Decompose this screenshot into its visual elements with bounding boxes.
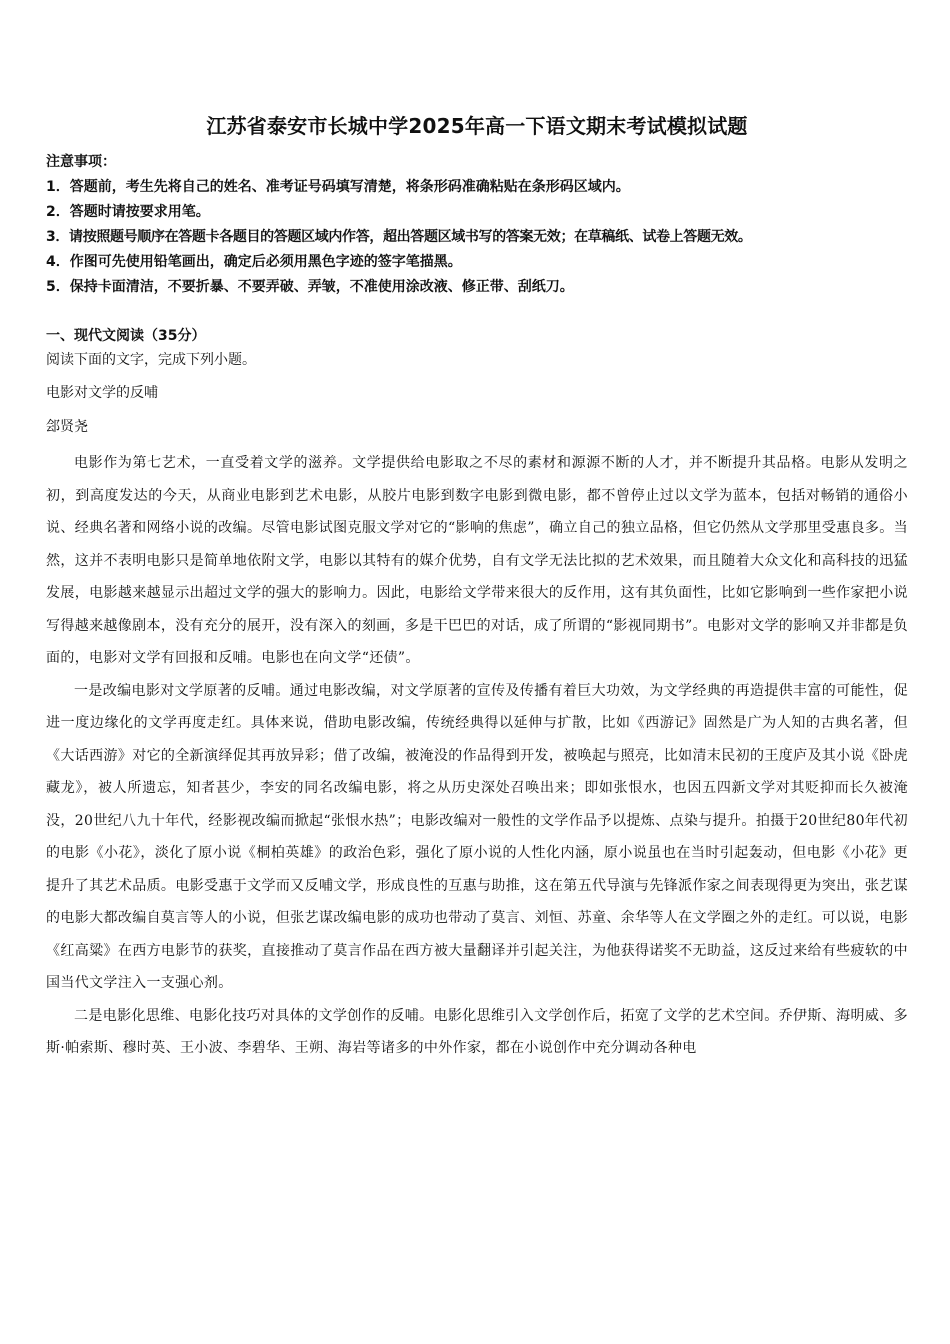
article-title: 电影对文学的反哺 — [46, 385, 158, 401]
notice-item-4: 4．作图可先使用铅笔画出，确定后必须用黑色字迹的签字笔描黑。 — [46, 254, 462, 270]
notice-item-1: 1．答题前，考生先将自己的姓名、准考证号码填写清楚，将条形码准确粘贴在条形码区域内。 — [46, 179, 630, 195]
notice-item-3: 3．请按照题号顺序在答题卡各题目的答题区域内作答，超出答题区域书写的答案无效；在草稿纸、试卷上答题无效。 — [46, 229, 752, 245]
section-heading: 一、现代文阅读（35分） — [46, 328, 206, 344]
article-paragraph-3: 二是电影化思维、电影化技巧对具体的文学创作的反哺。电影化思维引入文学创作后，拓宽了文学的艺术空间。乔伊斯、海明威、多斯·帕索斯、穆时英、王小波、李碧华、王朔、海岩等诸多的中外作家，都在小说创作中充分调动各种电 — [46, 1007, 908, 1056]
article-body — [46, 447, 908, 1065]
article-paragraph-2: 一是改编电影对文学原著的反哺。通过电影改编，对文学原著的宣传及传播有着巨大功效，为文学经典的再造提供丰富的可能性，促进一度边缘化的文学再度走红。具体来说，借助电影改编，传统经典得以延伸与扩散，比如《西游记》固然是广为人知的古典名著，但《大话西游》对它的全新演绎促其再放异彩；借了改编，被淹没的作品得到开发，被唤起与照亮，比如清末民初的王度庐及其小说《卧虎藏龙》，被人所遗忘，知者甚少，李安的同名改编电影，将之从历史深处召唤出来；即如张恨水，也因五四新文学对其贬抑而长久被淹没，20世纪八九十年代，经影视改编而掀起“张恨水热”；电影改编对一般性的文学作品予以提炼、点染与提升。拍摄于20世纪80年代初的电影《小花》，淡化了原小说《桐柏英雄》的政治色彩，强化了原小说的人性化内涵，原小说虽也在当时引起轰动，但电影《小花》更提升了其艺术品质。电影受惠于文学而又反哺文学，形成良性的互惠与助推，这在第五代导演与先锋派作家之间表现得更为突出，张艺谋的电影大都改编自莫言等人的小说，但张艺谋改编电影的成功也带动了莫言、刘恒、苏童、余华等人在文学圈之外的走红。可以说，电影《红高粱》在西方电影节的获奖，直接推动了莫言作品在西方被大量翻译并引起关注，为他获得诺奖不无助益，这反过来给有些疲软的中国当代文学注入一支强心剂。 — [46, 682, 908, 991]
section-reading — [46, 324, 908, 372]
notice-item-2: 2．答题时请按要求用笔。 — [46, 204, 210, 220]
notice-item-5: 5．保持卡面清洁，不要折暴、不要弄破、弄皱，不准使用涂改液、修正带、刮纸刀。 — [46, 279, 574, 295]
notice-block — [46, 150, 908, 300]
article-author: 郐贤尧 — [46, 419, 88, 435]
article-paragraph-1: 电影作为第七艺术，一直受着文学的滋养。文学提供给电影取之不尽的素材和源源不断的人才，并不断提升其品格。电影从发明之初，到高度发达的今天，从商业电影到艺术电影，从胶片电影到数字电影到微电影，都不曾停止过以文学为蓝本，包括对畅销的通俗小说、经典名著和网络小说的改编。尽管电影试图克服文学对它的“影响的焦虑”，确立自己的独立品格，但它仍然从文学那里受惠良多。当然，这并不表明电影只是简单地依附文学，电影以其特有的媒介优势，自有文学无法比拟的艺术效果，而且随着大众文化和高科技的迅猛发展，电影越来越显示出超过文学的强大的影响力。因此，电影给文学带来很大的反作用，这有其负面性，比如它影响到一些作家把小说写得越来越像剧本，没有充分的展开，没有深入的刻画，多是干巴巴的对话，成了所谓的“影视同期书”。电影对文学的影响又并非都是负面的，电影对文学有回报和反哺。电影也在向文学“还债”。 — [46, 455, 908, 666]
section-instruction: 阅读下面的文字，完成下列小题。 — [46, 352, 256, 368]
page-title: 江苏省泰安市长城中学2025年高一下语文期末考试模拟试题 — [206, 114, 748, 138]
notice-heading: 注意事项： — [46, 154, 116, 170]
